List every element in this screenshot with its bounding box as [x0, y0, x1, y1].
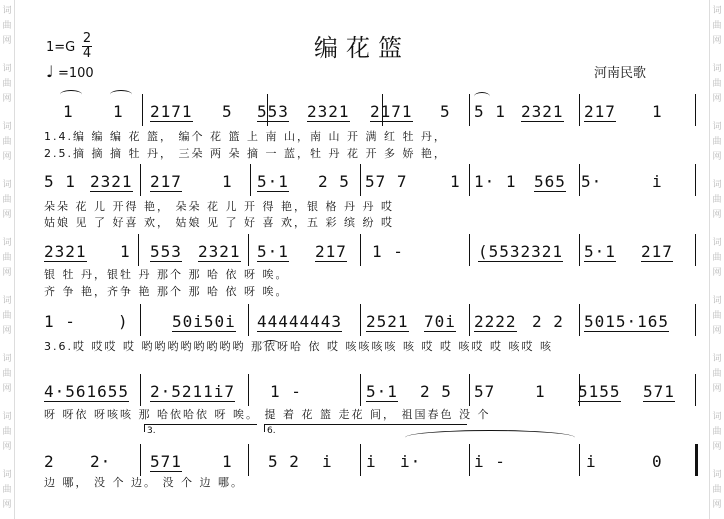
tempo-marking: =100: [58, 66, 94, 81]
barline: [140, 374, 141, 406]
note-group: 2·5211i7: [150, 382, 236, 401]
barline: [579, 304, 580, 336]
note-group: 5 1: [474, 102, 506, 121]
note-group: 5·1: [257, 172, 289, 191]
slur: [474, 92, 490, 101]
barline: [469, 94, 470, 126]
note-group: 0: [652, 452, 663, 471]
note-group: 217: [315, 242, 347, 261]
note-group: 4·561655: [44, 382, 130, 401]
note-group: 5·: [581, 172, 603, 191]
note-group: 2171: [150, 102, 193, 121]
lyric-line: 2.5.摘 摘 摘 牡 丹， 三朵 两 朵 摘 一 蓝，牡 丹 花 开 多 娇 艳，: [44, 147, 447, 160]
barline: [360, 304, 361, 336]
watermark-text: 词 曲 网: [712, 238, 722, 278]
note-group: 571: [150, 452, 182, 471]
volta-bracket: 3.: [144, 424, 257, 432]
barline: [579, 94, 580, 126]
note-group: 2 5: [420, 382, 452, 401]
note-group: 5·1: [366, 382, 398, 401]
note-group: 5015·165: [584, 312, 670, 331]
note-group: 1 -: [44, 312, 76, 331]
time-numerator: 2: [82, 31, 92, 46]
volta-bracket: 6.: [264, 424, 467, 432]
barline: [250, 164, 251, 196]
barline: [140, 444, 141, 476]
barline: [248, 374, 249, 406]
barline: [360, 444, 361, 476]
barline: [469, 304, 470, 336]
note-group: 2321: [307, 102, 350, 121]
watermark-text: 词 曲 网: [712, 180, 722, 220]
note-group: 5155: [578, 382, 621, 401]
note-group: 1: [450, 172, 461, 191]
barline: [360, 234, 361, 266]
barline: [579, 444, 580, 476]
watermark-text: 词 曲 网: [2, 238, 12, 278]
staff-row: [0, 304, 724, 338]
time-denominator: 4: [82, 46, 92, 61]
staff-row: [0, 164, 724, 198]
watermark-text: 词 曲 网: [2, 354, 12, 394]
watermark-text: 词 曲 网: [712, 296, 722, 336]
note-group: 5 1: [44, 172, 76, 191]
note-group: 2·: [90, 452, 112, 471]
barline: [248, 234, 249, 266]
note-group: i: [366, 452, 377, 471]
watermark-text: 词 曲 网: [712, 412, 722, 452]
note-group: 2521: [366, 312, 409, 331]
note-group: 1: [535, 382, 546, 401]
note-group: 553: [150, 242, 182, 261]
barline: [579, 234, 580, 266]
note-group: (5532321: [478, 242, 564, 261]
lyric-line: 姑娘 见 了 好喜 欢， 姑娘 见 了 好 喜 欢，五 彩 缤 纷 哎: [44, 216, 394, 229]
barline: [469, 164, 470, 196]
note-group: 217: [150, 172, 182, 191]
slur: [60, 90, 82, 99]
lyric-line: 呀 呀依 呀咳咳 那 哈依哈依 呀 唉。 提 着 花 篮 走花 间， 祖国春色 没 个: [44, 408, 491, 421]
watermark-text: 词 曲 网: [2, 122, 12, 162]
note-group: 2222: [474, 312, 517, 331]
staff-row: [0, 94, 724, 128]
note-group: 57: [474, 382, 496, 401]
note-group: 565: [534, 172, 566, 191]
slur: [110, 90, 132, 99]
note-group: 1: [222, 452, 233, 471]
barline: [140, 164, 141, 196]
note-group: 1: [222, 172, 233, 191]
lyric-line: 3.6.哎 哎哎 哎 哟哟哟哟哟哟哟哟 那依呀哈 依 哎 咳咳咳咳 咳 哎 哎 咳哎 哎 咳哎 咳: [44, 340, 553, 353]
song-title: 编花篮: [314, 34, 410, 62]
note-group: 5·1: [584, 242, 616, 261]
note-group: 1 -: [270, 382, 302, 401]
barline: [248, 444, 249, 476]
note-group: 1: [652, 102, 663, 121]
note-group: 50i50i: [172, 312, 236, 331]
note-group: 1 -: [372, 242, 404, 261]
barline: [695, 374, 696, 406]
note-group: i -: [474, 452, 506, 471]
watermark-text: 词 曲 网: [712, 470, 722, 510]
watermark-text: 词 曲 网: [2, 470, 12, 510]
note-group: 1· 1: [474, 172, 517, 191]
watermark-text: 词 曲 网: [2, 412, 12, 452]
barline: [695, 444, 698, 476]
barline: [140, 304, 141, 336]
barline: [142, 94, 143, 126]
lyric-line: 银 牡 丹，银牡 丹 那个 那 哈 依 呀 唉。: [44, 268, 289, 281]
note-group: 2321: [44, 242, 87, 261]
note-group: 553: [257, 102, 289, 121]
note-group: 70i: [424, 312, 456, 331]
watermark-text: 词 曲 网: [712, 64, 722, 104]
note-group: 5: [440, 102, 451, 121]
note-group: 1: [113, 102, 124, 121]
note-group: 217: [584, 102, 616, 121]
note-group: 5: [222, 102, 233, 121]
note-group: 2171: [370, 102, 413, 121]
barline: [138, 234, 139, 266]
barline: [248, 304, 249, 336]
note-group: 217: [641, 242, 673, 261]
lyric-line: 朵朵 花 儿 开得 艳， 朵朵 花 儿 开 得 艳，银 格 丹 丹 哎: [44, 200, 394, 213]
note-group: 44444443: [257, 312, 343, 331]
watermark-text: 词 曲 网: [2, 6, 12, 46]
barline: [360, 164, 361, 196]
note-group: 2321: [198, 242, 241, 261]
note-group: 57 7: [365, 172, 408, 191]
note-group: 2 5: [318, 172, 350, 191]
note-group: i·: [400, 452, 422, 471]
watermark-text: 词 曲 网: [712, 6, 722, 46]
note-group: 5 2: [268, 452, 300, 471]
slur: [262, 340, 280, 349]
barline: [695, 164, 696, 196]
time-signature: [82, 32, 92, 61]
lyric-line: 边 哪， 没 个 边。 没 个 边 哪。: [44, 476, 244, 489]
note-group: i: [652, 172, 663, 191]
barline: [360, 374, 361, 406]
watermark-text: 词 曲 网: [2, 180, 12, 220]
watermark-text: 词 曲 网: [2, 64, 12, 104]
quarter-note-icon: ♩: [46, 62, 54, 81]
lyric-line: 1.4.编 编 编 花 篮， 编个 花 篮 上 南 山，南 山 开 满 红 牡 丹，: [44, 130, 447, 143]
watermark-text: 词 曲 网: [2, 296, 12, 336]
lyric-line: 齐 争 艳，齐争 艳 那个 那 哈 依 呀 唉。: [44, 285, 289, 298]
staff-row: [0, 374, 724, 408]
barline: [695, 94, 696, 126]
key-signature: 1=G: [46, 40, 76, 55]
barline: [579, 164, 580, 196]
note-group: 5·1: [257, 242, 289, 261]
note-group: 2321: [90, 172, 133, 191]
barline: [695, 304, 696, 336]
barline: [695, 234, 696, 266]
note-group: 2321: [521, 102, 564, 121]
barline: [469, 234, 470, 266]
song-origin: 河南民歌: [594, 66, 647, 81]
watermark-text: 词 曲 网: [712, 354, 722, 394]
note-group: 2: [44, 452, 55, 471]
note-group: 1: [120, 242, 131, 261]
note-group: 2 2: [532, 312, 564, 331]
note-group: i: [586, 452, 597, 471]
note-group: ): [118, 312, 129, 331]
staff-row: [0, 234, 724, 268]
note-group: 571: [643, 382, 675, 401]
note-group: 1: [63, 102, 74, 121]
barline: [469, 374, 470, 406]
barline: [469, 444, 470, 476]
tie: [405, 430, 575, 445]
note-group: i: [322, 452, 333, 471]
watermark-text: 词 曲 网: [712, 122, 722, 162]
